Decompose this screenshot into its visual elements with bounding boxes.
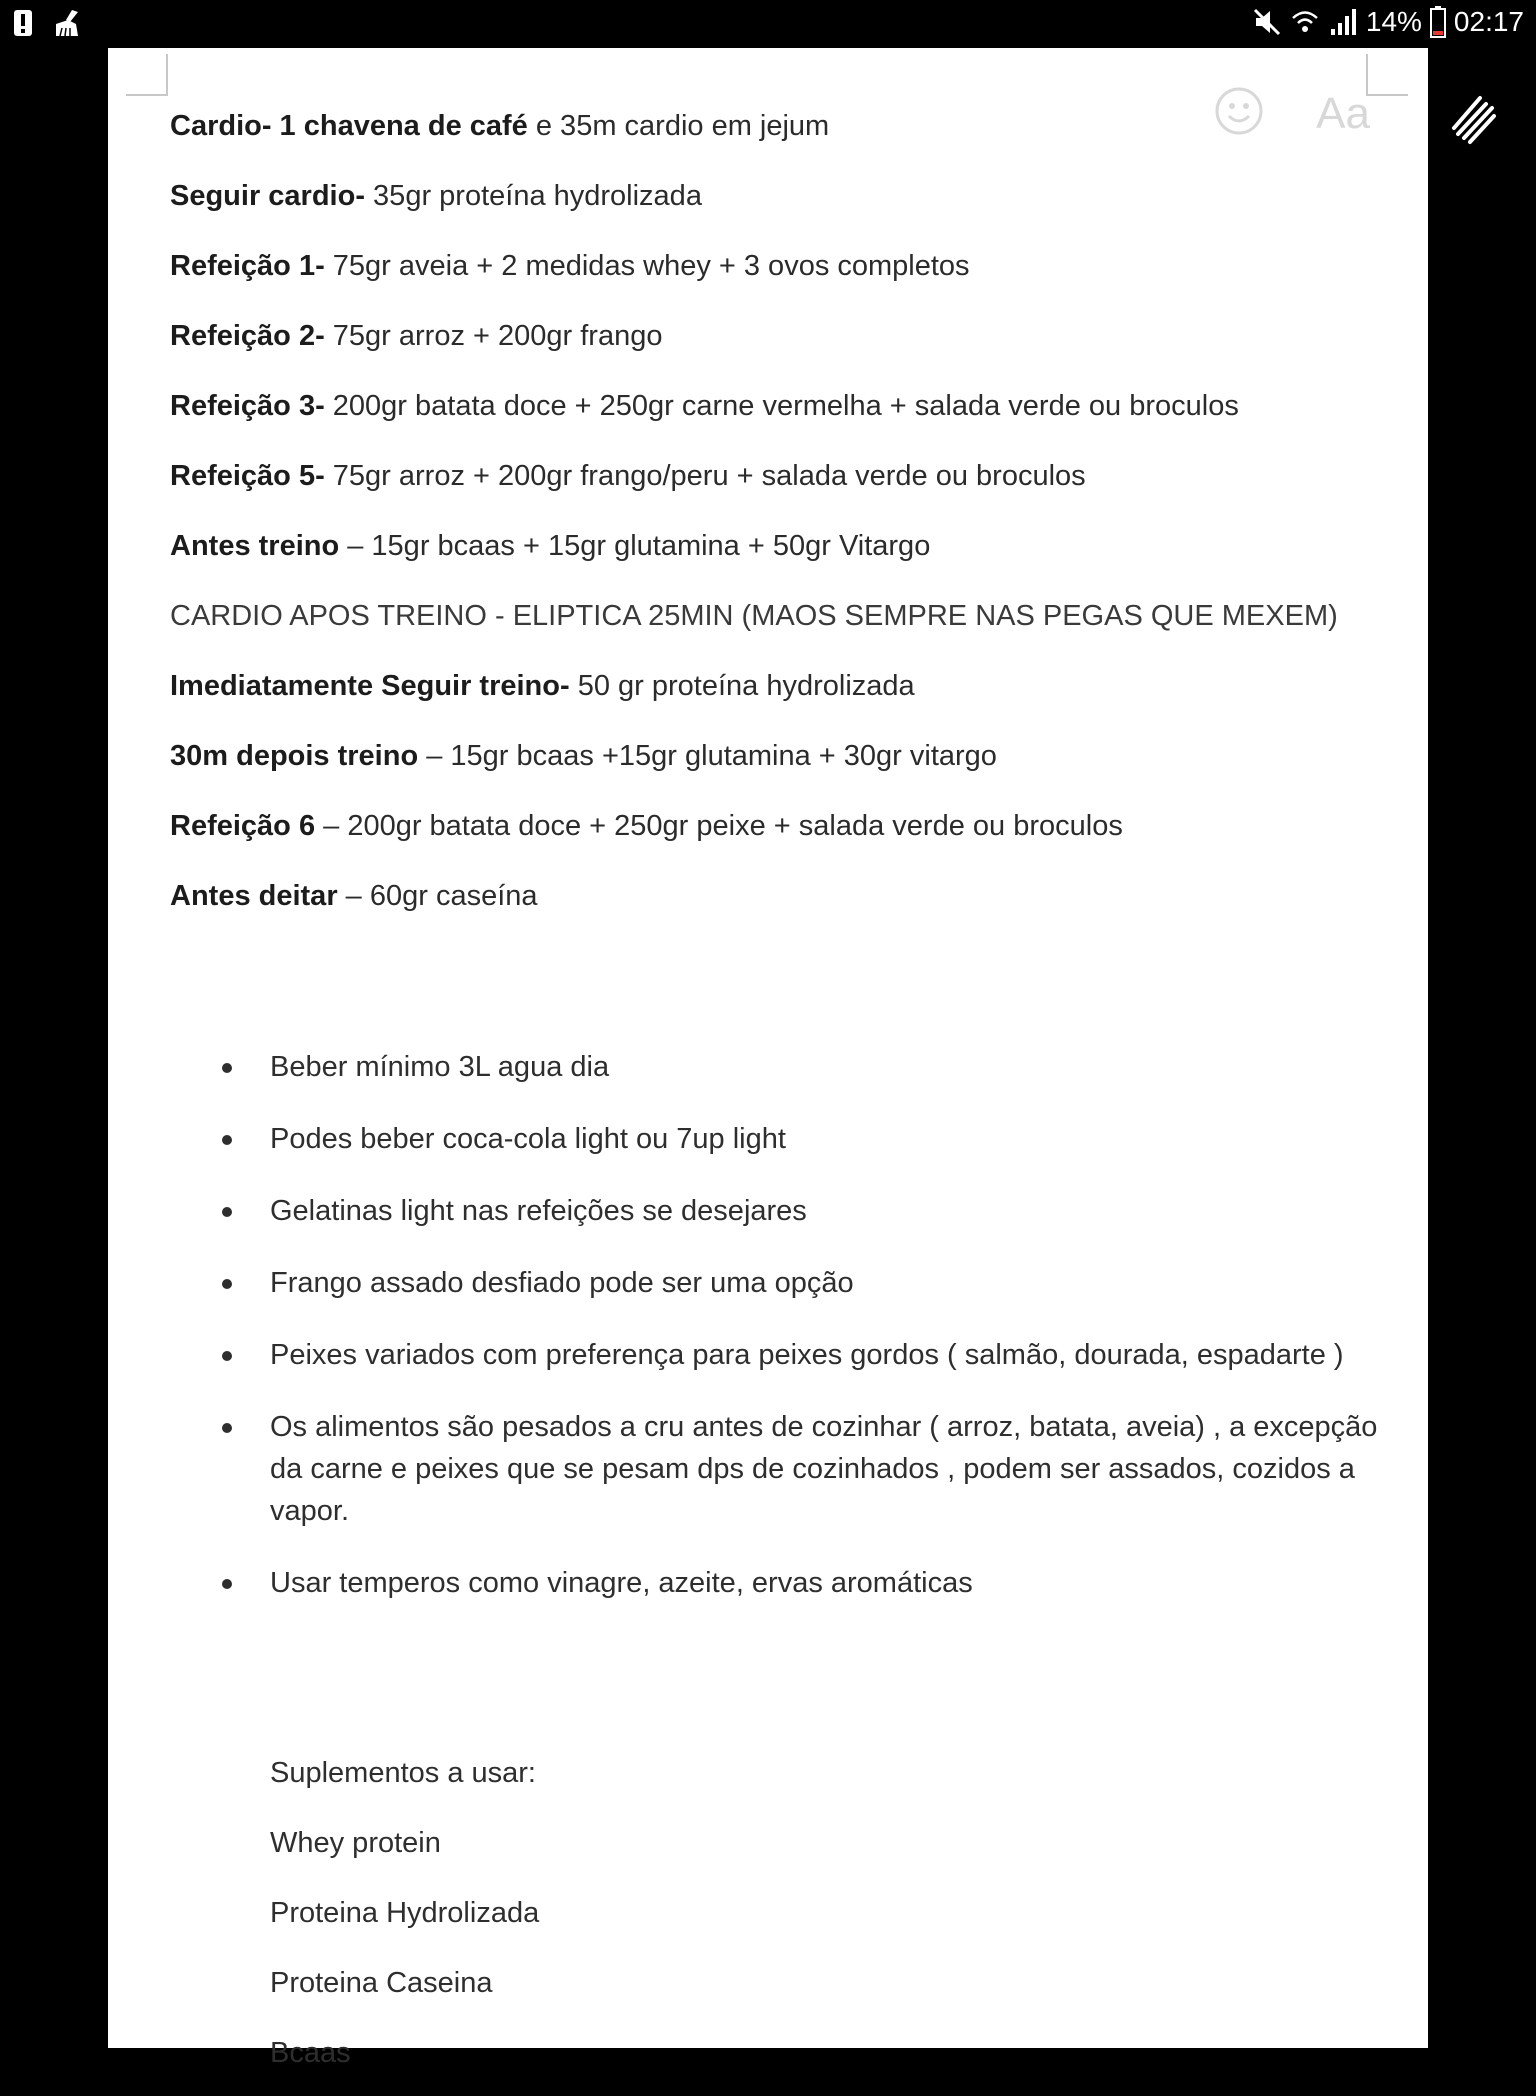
- battery-fill: [1433, 31, 1443, 35]
- meal-line: [170, 520, 1410, 590]
- tips-list: [170, 1046, 1380, 1634]
- meal-label: Seguir cardio-: [170, 180, 365, 212]
- bullet-icon: [222, 1423, 232, 1433]
- tip-item: [170, 1118, 1380, 1160]
- supplement-item: Proteina Caseina: [270, 1967, 493, 1999]
- meal-text: – 15gr bcaas +15gr glutamina + 30gr vitargo: [418, 740, 997, 772]
- tip-item: [170, 1262, 1380, 1304]
- meal-text: CARDIO APOS TREINO - ELIPTICA 25MIN (MAOS SEMPRE NAS PEGAS QUE MEXEM): [170, 600, 1338, 632]
- tip-item: [170, 1562, 1380, 1604]
- tip-item: [170, 1334, 1380, 1376]
- meal-text: – 200gr batata doce + 250gr peixe + salada verde ou broculos: [315, 810, 1123, 842]
- bullet-icon: [222, 1207, 232, 1217]
- meal-text: – 15gr bcaas + 15gr glutamina + 50gr Vitargo: [339, 530, 931, 562]
- meal-text: 75gr aveia + 2 medidas whey + 3 ovos completos: [324, 250, 970, 282]
- supplement-item: Proteina Hydrolizada: [270, 1897, 540, 1929]
- status-bar-left: [14, 8, 82, 43]
- bullet-icon: [222, 1579, 232, 1589]
- status-bar-right: [1252, 6, 1524, 38]
- font-size-button[interactable]: Aa: [1316, 88, 1370, 138]
- tip-item: [170, 1406, 1380, 1532]
- mute-icon: [1252, 7, 1282, 37]
- meal-text: 35gr proteína hydrolizada: [365, 180, 702, 212]
- status-bar: [0, 0, 1536, 48]
- meal-line: [170, 100, 1410, 170]
- meal-line: [170, 380, 1410, 450]
- alert-icon: [14, 8, 32, 43]
- meal-text: – 60gr caseína: [337, 880, 538, 912]
- tip-item: [170, 1046, 1380, 1088]
- signal-icon: [1328, 7, 1358, 37]
- meal-line: [170, 660, 1410, 730]
- tip-item: [170, 1190, 1380, 1232]
- tip-text: Os alimentos são pesados a cru antes de cozinhar ( arroz, batata, aveia) , a excepção da carne e peixes que se pesam dps de cozinhados , podem ser assados, cozidos a vapor.: [270, 1411, 1378, 1527]
- page-corner-mark: [1366, 54, 1408, 96]
- bullet-icon: [222, 1135, 232, 1145]
- meal-label: Antes treino: [170, 530, 340, 562]
- cleaning-icon: [52, 8, 82, 43]
- meal-text: 75gr arroz + 200gr frango: [324, 320, 663, 352]
- meal-label: Refeição 5-: [170, 460, 325, 492]
- meal-label: 30m depois treino: [170, 740, 419, 772]
- document-page[interactable]: [108, 48, 1428, 2069]
- meal-label: Cardio- 1 chavena de café: [170, 110, 536, 142]
- meal-text: 50 gr proteína hydrolizada: [569, 670, 915, 702]
- tip-text: Frango assado desfiado pode ser uma opção: [270, 1267, 854, 1299]
- bullet-icon: [222, 1351, 232, 1361]
- meal-text: e 35m cardio em jejum: [535, 110, 830, 142]
- tip-text: Usar temperos como vinagre, azeite, ervas aromáticas: [270, 1567, 973, 1599]
- meal-label: Refeição 6: [170, 810, 316, 842]
- meal-text: 75gr arroz + 200gr frango/peru + salada verde ou broculos: [324, 460, 1086, 492]
- meal-line: [170, 590, 1410, 660]
- page-corner-mark: [126, 54, 168, 96]
- battery-percent: 14%: [1365, 6, 1422, 37]
- meal-label: Refeição 3-: [170, 390, 325, 422]
- supplement-item: Whey protein: [270, 1827, 441, 1859]
- tip-text: Gelatinas light nas refeições se desejares: [270, 1195, 807, 1227]
- wifi-icon: [1290, 7, 1320, 37]
- pen-icon[interactable]: [1444, 88, 1504, 148]
- meal-plan-list: [170, 100, 1410, 940]
- meal-label: Refeição 2-: [170, 320, 325, 352]
- battery-icon: [1430, 6, 1446, 38]
- tip-text: Podes beber coca-cola light ou 7up light: [270, 1123, 786, 1155]
- meal-line: [170, 450, 1410, 520]
- supplements-list: [270, 1816, 539, 2096]
- supplements-heading: Suplementos a usar:: [270, 1757, 536, 1789]
- bullet-icon: [222, 1279, 232, 1289]
- meal-line: [170, 310, 1410, 380]
- meal-line: [170, 870, 1410, 940]
- meal-label: Refeição 1-: [170, 250, 325, 282]
- meal-line: [170, 240, 1410, 310]
- meal-label: Antes deitar: [170, 880, 338, 912]
- supplements-section: [270, 1746, 539, 2096]
- meal-label: Imediatamente Seguir treino-: [170, 670, 570, 702]
- meal-line: [170, 170, 1410, 240]
- tip-text: Peixes variados com preferença para peixes gordos ( salmão, dourada, espadarte ): [270, 1339, 1344, 1371]
- meal-text: 200gr batata doce + 250gr carne vermelha + salada verde ou broculos: [324, 390, 1239, 422]
- clock: 02:17: [1453, 6, 1524, 37]
- meal-line: [170, 800, 1410, 870]
- meal-line: [170, 730, 1410, 800]
- bullet-icon: [222, 1063, 232, 1073]
- tip-text: Beber mínimo 3L agua dia: [270, 1051, 610, 1083]
- supplement-item: Bcaas: [270, 2037, 351, 2069]
